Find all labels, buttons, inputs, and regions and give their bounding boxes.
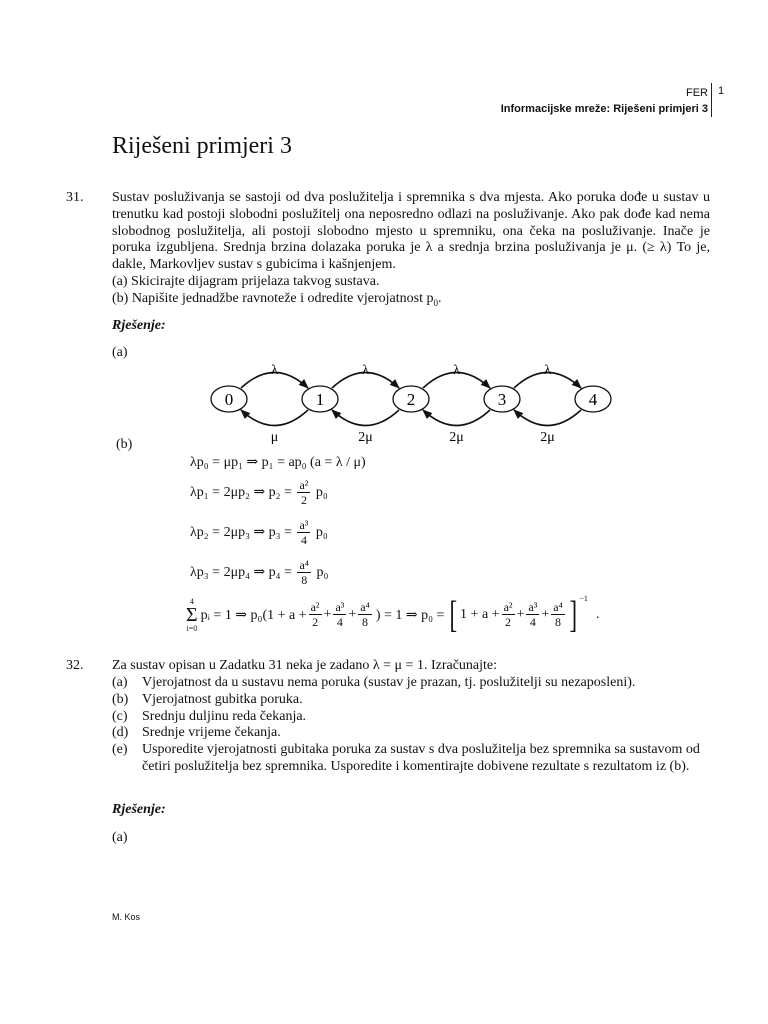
eq4-numerator: a⁴ xyxy=(299,558,309,572)
arrival-rate-label: λ xyxy=(362,363,369,378)
list-item-key: (a) xyxy=(112,675,128,690)
eq4-fraction xyxy=(297,558,311,588)
task-b-subscript: 0 xyxy=(433,297,438,308)
eq2-left: λp₁ = 2μp₂ ⇒ p₂ = xyxy=(190,485,292,501)
sum-frac-3-den: 4 xyxy=(336,615,343,629)
list-item-text: Vjerojatnost gubitka poruka. xyxy=(142,691,303,707)
bracket-frac-4-den: 8 xyxy=(555,615,561,629)
problem-31-number: 31. xyxy=(66,190,84,205)
list-item-key: (e) xyxy=(112,742,128,758)
eq4-denominator: 8 xyxy=(301,573,308,587)
state-label: 0 xyxy=(224,390,234,409)
service-arrow xyxy=(514,410,581,426)
arrival-rate-label: λ xyxy=(271,363,278,378)
right-bracket: ] xyxy=(569,594,577,636)
sum-frac-4-den: 8 xyxy=(362,615,369,629)
plus-1: + xyxy=(323,607,332,622)
eq3-left: λp₂ = 2μp₃ ⇒ p₃ = xyxy=(190,525,292,541)
arrival-rate-label: λ xyxy=(453,363,460,378)
eq4-left: λp₃ = 2μp₄ ⇒ p₄ = xyxy=(190,565,292,581)
list-item-text: Srednju duljinu reda čekanja. xyxy=(142,708,307,724)
list-item-text: Vjerojatnost da u sustavu nema poruka (sustav je prazan, tj. poslužitelji su nezaposleni). xyxy=(142,675,636,690)
eq3-numerator: a³ xyxy=(299,518,309,532)
service-rate-label: 2μ xyxy=(540,430,555,445)
bracket-frac-3-den: 4 xyxy=(529,615,536,629)
equation-sum xyxy=(186,596,599,634)
eq3-right: p₀ xyxy=(315,525,328,541)
eq2-fraction xyxy=(297,478,310,508)
sum-frac-4-num: a⁴ xyxy=(360,600,370,614)
equation-4 xyxy=(190,558,328,588)
list-item xyxy=(112,692,712,709)
problem-31-task-b xyxy=(112,291,710,312)
solution-32-part-a: (a) xyxy=(112,830,128,845)
eq2-denominator: 2 xyxy=(300,493,307,507)
header-page-number: 1 xyxy=(718,85,725,97)
list-item-key: (d) xyxy=(112,725,129,741)
problem-32-number: 32. xyxy=(66,658,84,673)
sum-frac-4 xyxy=(358,600,372,630)
solution-31-part-b: (b) xyxy=(116,437,133,452)
running-header xyxy=(501,85,708,117)
service-rate-label: μ xyxy=(270,430,279,445)
sum-lower-limit: i=0 xyxy=(186,624,198,633)
equation-1: λp₀ = μp₁ ⇒ p₁ = ap₀ (a = λ / μ) xyxy=(190,455,366,470)
service-arrow xyxy=(423,410,490,426)
state-label: 1 xyxy=(315,390,325,409)
problem-31-text xyxy=(112,190,710,311)
bracket-frac-4-num: a⁴ xyxy=(553,600,563,614)
problem-32-intro: Za sustav opisan u Zadatku 31 neka je zadano λ = μ = 1. Izračunajte: xyxy=(112,658,498,673)
service-arrow xyxy=(241,410,308,426)
arrival-rate-label: λ xyxy=(544,363,551,378)
list-item-text: Usporedite vjerojatnosti gubitaka poruka za sustav s dva poslužitelja bez spremnika sa sustavom od četiri poslužitelja bez spremnika. Usporedite i komentirajte dobivene rezultate s rezultatom iz (b). xyxy=(142,742,700,774)
plus-4: + xyxy=(541,607,550,622)
page-title: Riješeni primjeri 3 xyxy=(112,133,292,159)
list-item-key: (b) xyxy=(112,691,129,707)
sigma-symbol: Σ xyxy=(186,604,198,626)
eq4-right: p₀ xyxy=(316,565,329,581)
problem-31-statement: Sustav posluživanja se sastoji od dva poslužitelja i spremnika s dva mjesta. Ako poruka dođe u sustav u trenutku kad postoji slobodni poslužitelj ona neposredno odlazi na posluživanje. Ako pak dođe kad nema slobodnog poslužitelja, ali postoji slobodno mjesto u spremniku, ona čeka na posluživanje. Inače je poruka izgubljena. Srednja brzina dolazaka poruka je λ a srednja brzina posluživanja je μ. (≥ λ) To je, dakle, Markovljev sustav s gubicima i kašnjenjem. xyxy=(112,190,710,273)
sum-mid: ) = 1 ⇒ p₀ = xyxy=(375,607,445,623)
footer-author: M. Kos xyxy=(112,912,141,922)
bracket-frac-4 xyxy=(551,600,565,630)
sum-frac-3-num: a³ xyxy=(335,600,345,614)
problem-31-task-a: (a) Skicirajte dijagram prijelaza takvog sustava. xyxy=(112,273,380,289)
solution-label-31: Rješenje: xyxy=(112,318,166,333)
sum-frac-2-den: 2 xyxy=(312,615,319,629)
bracket-frac-2 xyxy=(502,600,515,630)
solution-31-part-a: (a) xyxy=(112,345,128,360)
service-arrow xyxy=(332,410,399,426)
plus-2: + xyxy=(348,607,357,622)
list-item xyxy=(112,742,712,776)
list-item xyxy=(112,709,712,726)
problem-32-list xyxy=(112,675,712,776)
bracket-frac-2-num: a² xyxy=(503,600,513,614)
service-rate-label: 2μ xyxy=(449,430,464,445)
bracket-start: 1 + a + xyxy=(460,607,500,622)
bracket-frac-2-den: 2 xyxy=(505,615,512,629)
eq2-right: p₀ xyxy=(315,485,328,501)
state-label: 3 xyxy=(497,390,507,409)
header-course: FER xyxy=(686,87,708,99)
state-label: 2 xyxy=(406,390,416,409)
header-divider xyxy=(711,83,712,117)
list-item-text: Srednje vrijeme čekanja. xyxy=(142,725,281,741)
eq3-denominator: 4 xyxy=(300,533,307,547)
equation-3 xyxy=(190,518,328,548)
sum-body: pᵢ = 1 ⇒ p₀(1 + a + xyxy=(200,607,307,623)
sum-upper-limit: 4 xyxy=(189,597,194,606)
diagram-layer xyxy=(211,363,611,445)
header-subtitle: Informacijske mreže: Riješeni primjeri 3 xyxy=(500,103,708,115)
bracket-exponent: −1 xyxy=(579,594,588,603)
task-b-text: (b) Napišite jednadžbe ravnoteže i odredite vjerojatnost p xyxy=(112,290,434,306)
eq2-numerator: a² xyxy=(299,478,309,492)
sum-operator xyxy=(186,597,198,633)
left-bracket: [ xyxy=(449,594,458,636)
sum-frac-3 xyxy=(333,600,346,630)
plus-3: + xyxy=(516,607,525,622)
equation-2 xyxy=(190,478,328,508)
state-label: 4 xyxy=(588,390,598,409)
list-item xyxy=(112,725,712,742)
service-rate-label: 2μ xyxy=(358,430,373,445)
state-transition-diagram xyxy=(0,356,768,446)
solution-label-32: Rješenje: xyxy=(112,802,166,817)
list-item-key: (c) xyxy=(112,708,128,724)
sum-frac-2-num: a² xyxy=(310,600,320,614)
bracket-frac-3-num: a³ xyxy=(528,600,538,614)
list-item xyxy=(112,675,712,692)
task-b-end: . xyxy=(438,290,442,306)
sum-frac-2 xyxy=(309,600,322,630)
bracket-frac-3 xyxy=(526,600,539,630)
final-dot: . xyxy=(595,607,600,622)
eq3-fraction xyxy=(297,518,310,548)
